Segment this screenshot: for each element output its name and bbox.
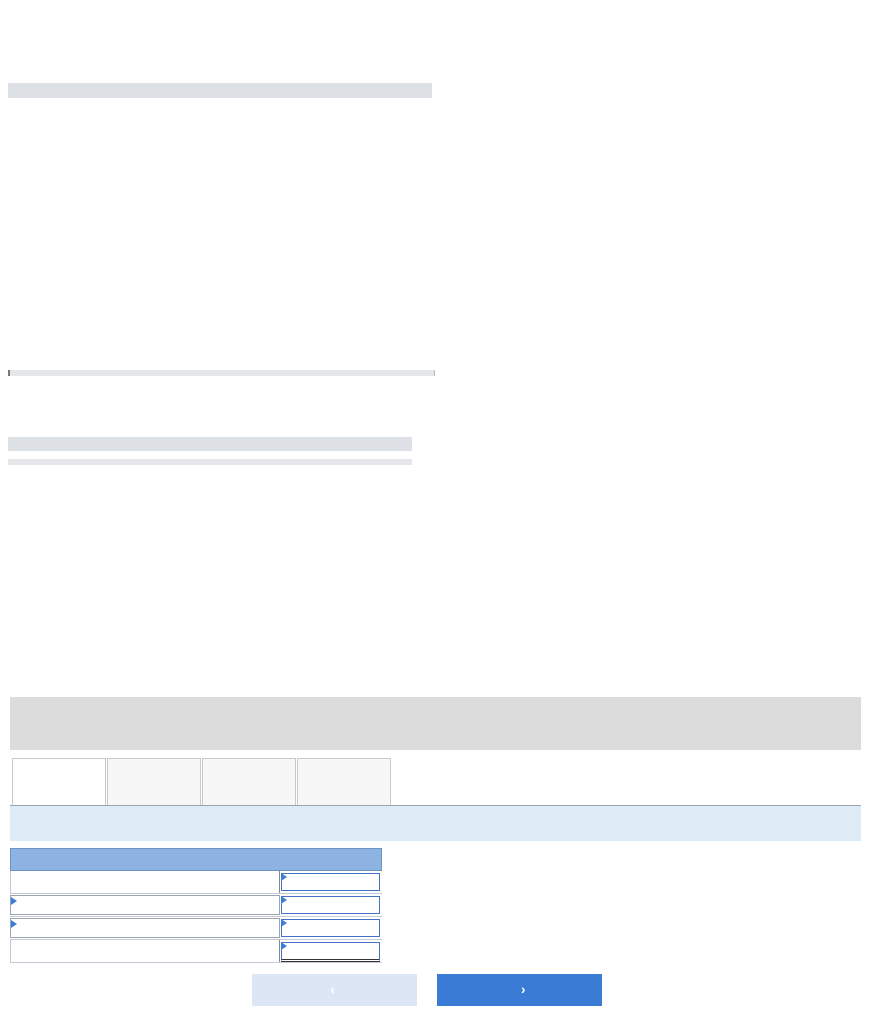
tab-required-2[interactable] — [107, 758, 201, 805]
supplementary-table — [8, 437, 412, 465]
tab-instruction — [10, 806, 861, 841]
input-marker-icon — [281, 942, 287, 950]
row-2-amount-input[interactable] — [281, 896, 380, 914]
instructions-banner — [10, 697, 861, 750]
row-3-amount-input[interactable] — [281, 919, 380, 937]
net-sales-row-2 — [10, 894, 382, 917]
row-2-label-input[interactable] — [10, 895, 280, 915]
net-sales-row-3 — [10, 917, 382, 940]
next-button[interactable] — [437, 974, 602, 1006]
net-sales-row-sales — [10, 871, 382, 894]
input-marker-icon — [281, 896, 287, 904]
tab-required-3[interactable] — [202, 758, 296, 805]
input-marker-icon — [281, 919, 287, 927]
net-sales-header — [10, 848, 382, 871]
chevron-left-icon: ‹ — [330, 982, 335, 997]
prev-button[interactable] — [252, 974, 417, 1006]
totals-row — [8, 98, 432, 118]
sales-amount-input[interactable] — [281, 873, 380, 891]
row-3-label-input[interactable] — [10, 918, 280, 938]
tab-required-4[interactable] — [297, 758, 391, 805]
row-label-net-sales — [10, 940, 280, 962]
tab-required-1[interactable] — [12, 758, 106, 807]
chevron-right-icon: › — [521, 982, 526, 997]
input-marker-icon — [11, 920, 17, 928]
net-sales-row-total — [10, 940, 382, 963]
horizontal-scrollbar[interactable] — [8, 370, 435, 376]
input-marker-icon — [281, 873, 287, 881]
trial-balance-header — [8, 83, 432, 98]
input-marker-icon — [11, 897, 17, 905]
trial-balance-table — [8, 83, 432, 118]
net-sales-table — [10, 848, 382, 963]
row-label-sales — [10, 871, 280, 893]
net-sales-amount-input[interactable] — [281, 942, 380, 962]
